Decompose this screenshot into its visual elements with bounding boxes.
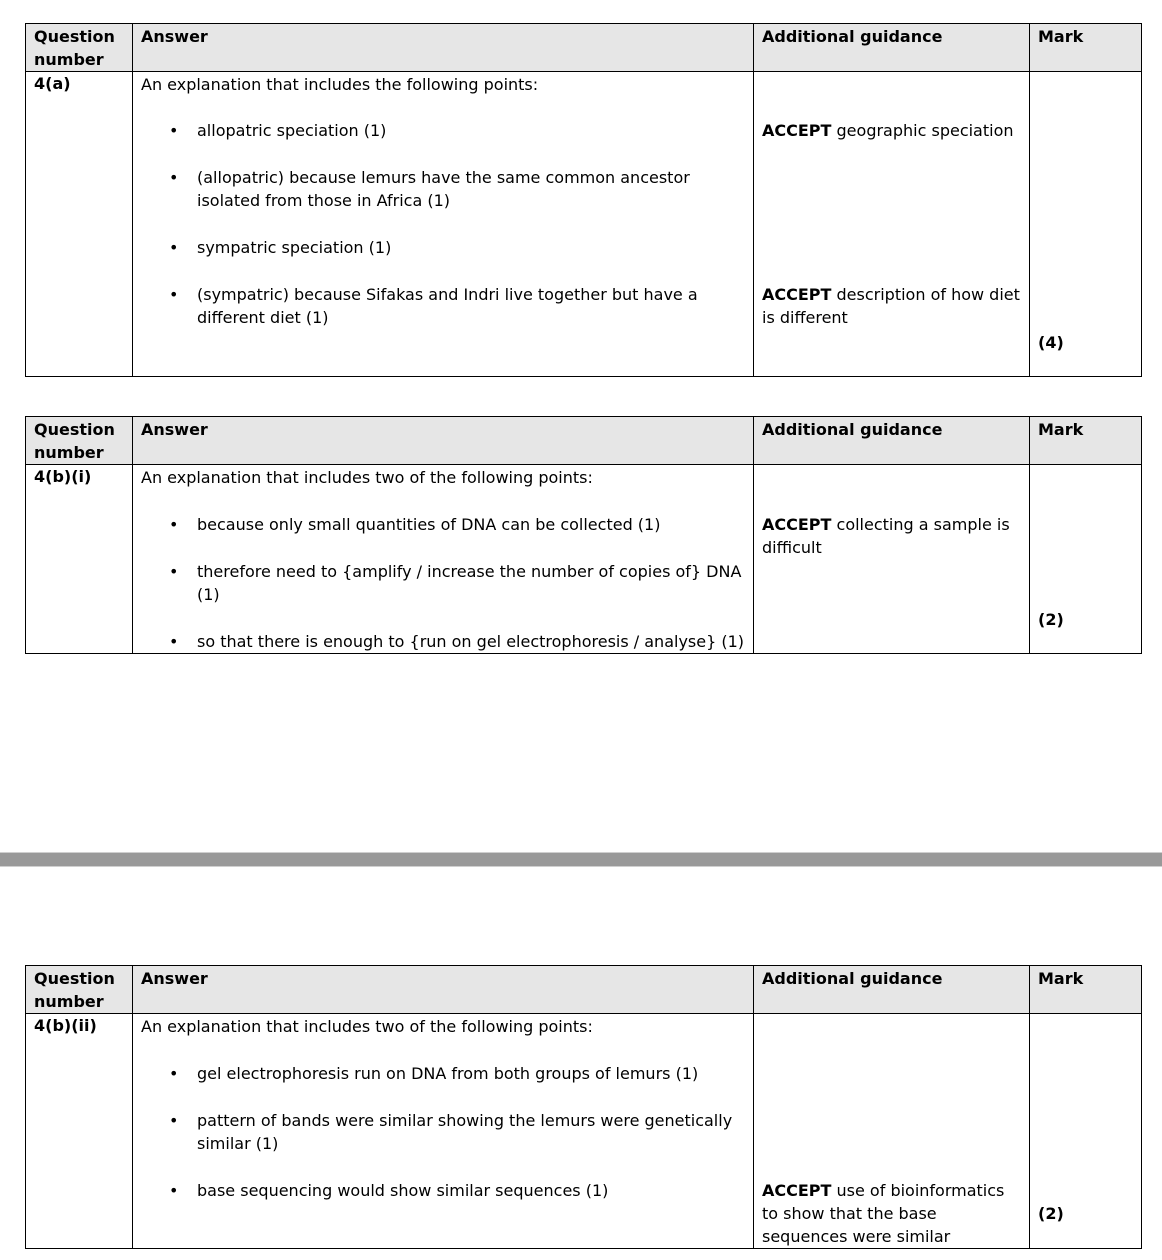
header-additional-guidance: Additional guidance [754,24,1030,72]
answer-points [141,119,745,329]
guidance-text: geographic speciation [831,121,1014,140]
guidance-note [762,283,1021,329]
accept-keyword: ACCEPT [762,515,832,534]
guidance-text: use of bioinformatics to show that the base sequences were similar [762,1181,1005,1246]
header-mark: Mark [1030,966,1142,1014]
question-number: 4(a) [26,72,133,377]
mark-scheme-table-4bi [25,416,1142,654]
header-answer: Answer [133,966,754,1014]
answer-intro: An explanation that includes the following points: [141,75,539,94]
header-row [26,417,1142,465]
mark-value: (2) [1030,465,1142,654]
header-answer: Answer [133,417,754,465]
guidance-text: collecting a sample is difficult [762,515,1010,557]
answer-point: • allopatric speciation (1) [141,119,745,142]
answer-point: • pattern of bands were similar showing the lemurs were genetically similar (1) [141,1109,745,1155]
answer-point: • so that there is enough to {run on gel electrophoresis / analyse} (1) [141,630,745,653]
answer-point: • because only small quantities of DNA can be collected (1) [141,513,745,536]
guidance-note [762,119,1021,142]
guidance-note [762,1179,1021,1248]
header-mark: Mark [1030,417,1142,465]
mark-value: (4) [1030,72,1142,377]
answer-points [141,1062,745,1202]
answer-points [141,513,745,653]
guidance-cell [754,72,1030,377]
header-row [26,966,1142,1014]
mark-scheme-table-4bii [25,965,1142,1249]
header-row [26,24,1142,72]
question-number: 4(b)(i) [26,465,133,654]
header-additional-guidance: Additional guidance [754,417,1030,465]
header-question-number: Question number [26,24,133,72]
answer-intro: An explanation that includes two of the following points: [141,1017,593,1036]
header-mark: Mark [1030,24,1142,72]
guidance-cell [754,1014,1030,1249]
accept-keyword: ACCEPT [762,1181,832,1200]
page-separator [0,852,1162,867]
header-question-number: Question number [26,417,133,465]
answer-point: • (sympatric) because Sifakas and Indri live together but have a different diet (1) [141,283,745,329]
guidance-note [762,513,1021,559]
question-number: 4(b)(ii) [26,1014,133,1249]
answer-row [26,465,1142,654]
answer-point: • (allopatric) because lemurs have the same common ancestor isolated from those in Africa (1) [141,166,745,212]
answer-cell [133,465,754,654]
answer-point: • sympatric speciation (1) [141,236,745,259]
guidance-text: description of how diet is different [762,285,1020,327]
answer-point: • gel electrophoresis run on DNA from both groups of lemurs (1) [141,1062,745,1085]
answer-cell [133,1014,754,1249]
accept-keyword: ACCEPT [762,285,832,304]
answer-intro: An explanation that includes two of the following points: [141,468,593,487]
answer-row [26,1014,1142,1249]
answer-point: • therefore need to {amplify / increase the number of copies of} DNA (1) [141,560,745,606]
mark-value: (2) [1030,1014,1142,1249]
answer-cell [133,72,754,377]
accept-keyword: ACCEPT [762,121,832,140]
header-answer: Answer [133,24,754,72]
mark-scheme-table-4a [25,23,1142,377]
guidance-cell [754,465,1030,654]
answer-point: • base sequencing would show similar sequences (1) [141,1179,745,1202]
answer-row [26,72,1142,377]
header-additional-guidance: Additional guidance [754,966,1030,1014]
header-question-number: Question number [26,966,133,1014]
